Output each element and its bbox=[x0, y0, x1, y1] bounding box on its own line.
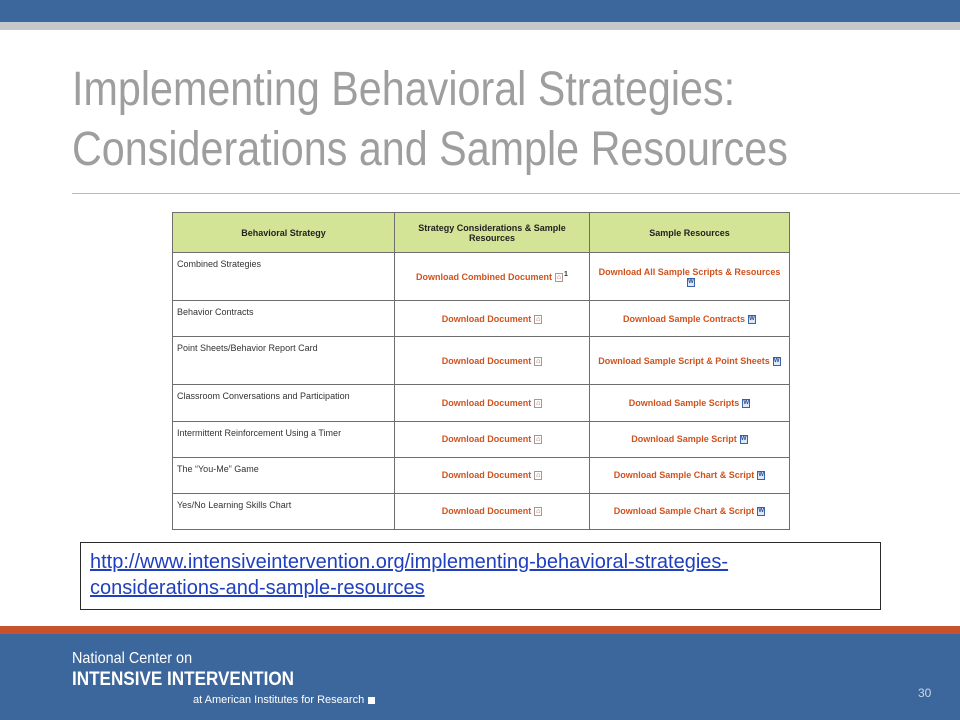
word-doc-icon: W bbox=[758, 508, 765, 515]
resources-link[interactable] bbox=[590, 337, 790, 385]
logo-line3 bbox=[193, 694, 375, 707]
resources-link-label: Download Sample Chart & Script bbox=[613, 506, 755, 517]
considerations-link[interactable] bbox=[395, 457, 590, 493]
table-header-row bbox=[173, 213, 790, 253]
resources-link-label: Download Sample Contracts bbox=[622, 313, 746, 324]
top-stripe bbox=[0, 22, 960, 30]
pdf-icon: ⌂ bbox=[536, 315, 541, 323]
logo-line3-text: at American Institutes for Research bbox=[193, 694, 365, 706]
header-strategy-considerations: Strategy Considerations & Sample Resources bbox=[395, 213, 590, 253]
footnote-marker: 1 bbox=[564, 271, 568, 279]
resources-table bbox=[172, 212, 790, 530]
resources-link-label: Download Sample Scripts bbox=[628, 397, 740, 408]
resources-link[interactable] bbox=[590, 457, 790, 493]
considerations-link-label: Download Document bbox=[441, 355, 532, 366]
considerations-link-label: Download Combined Document bbox=[416, 272, 553, 283]
considerations-link[interactable] bbox=[395, 337, 590, 385]
strategy-cell: The “You-Me” Game bbox=[173, 457, 395, 493]
header-sample-resources: Sample Resources bbox=[590, 213, 790, 253]
word-doc-icon: W bbox=[773, 357, 780, 364]
pdf-icon: ⌂ bbox=[536, 508, 541, 516]
considerations-link-label: Download Document bbox=[441, 434, 532, 445]
pdf-icon: ⌂ bbox=[536, 357, 541, 365]
page-number: 30 bbox=[918, 686, 932, 700]
table-row bbox=[173, 457, 790, 493]
square-icon bbox=[368, 697, 375, 704]
resource-hyperlink[interactable] bbox=[90, 551, 728, 599]
considerations-link-label: Download Document bbox=[441, 313, 532, 324]
resources-link[interactable] bbox=[590, 493, 790, 529]
slide-title-line2: Considerations and Sample Resources bbox=[72, 123, 788, 176]
strategy-cell: Behavior Contracts bbox=[173, 301, 395, 337]
logo-line1: National Center on bbox=[72, 650, 193, 667]
pdf-icon: ⌂ bbox=[536, 472, 541, 480]
table-row bbox=[173, 253, 790, 301]
table-row bbox=[173, 493, 790, 529]
resources-link[interactable] bbox=[590, 421, 790, 457]
table-row bbox=[173, 337, 790, 385]
resources-link-label: Download Sample Chart & Script bbox=[613, 470, 755, 481]
table-row bbox=[173, 385, 790, 421]
resources-link-label: Download All Sample Scripts & Resources bbox=[598, 266, 781, 277]
hyperlink-line2: considerations-and-sample-resources bbox=[90, 577, 425, 599]
hyperlink-line1: http://www.intensiveintervention.org/implementing-behavioral-strategies- bbox=[90, 551, 729, 573]
table-row bbox=[173, 421, 790, 457]
url-box bbox=[80, 542, 881, 610]
slide-title-line1: Implementing Behavioral Strategies: bbox=[72, 63, 736, 116]
pdf-icon: ⌂ bbox=[536, 400, 541, 408]
resources-link-label: Download Sample Script bbox=[631, 434, 737, 445]
resources-table-image bbox=[172, 212, 789, 530]
considerations-link[interactable] bbox=[395, 493, 590, 529]
strategy-cell: Yes/No Learning Skills Chart bbox=[173, 493, 395, 529]
word-doc-icon: W bbox=[758, 472, 765, 479]
header-behavioral-strategy: Behavioral Strategy bbox=[173, 213, 395, 253]
logo-line2: INTENSIVE INTERVENTION bbox=[72, 669, 295, 690]
considerations-link[interactable] bbox=[395, 301, 590, 337]
resources-link[interactable] bbox=[590, 385, 790, 421]
word-doc-icon: W bbox=[749, 315, 755, 322]
resources-link-label: Download Sample Script & Point Sheets bbox=[598, 355, 770, 366]
pdf-icon: ⌂ bbox=[536, 436, 541, 444]
pdf-icon: ⌂ bbox=[556, 274, 562, 282]
strategy-cell: Combined Strategies bbox=[173, 253, 395, 301]
top-banner bbox=[0, 0, 960, 22]
strategy-cell: Intermittent Reinforcement Using a Timer bbox=[173, 421, 395, 457]
resources-link[interactable] bbox=[590, 301, 790, 337]
slide-title bbox=[72, 60, 812, 180]
footer-accent-stripe bbox=[0, 626, 960, 634]
word-doc-icon: W bbox=[740, 436, 747, 443]
title-divider bbox=[72, 193, 960, 194]
considerations-link-label: Download Document bbox=[441, 470, 532, 481]
footer-banner bbox=[0, 634, 960, 720]
resources-link[interactable] bbox=[590, 253, 790, 301]
strategy-cell: Classroom Conversations and Participation bbox=[173, 385, 395, 421]
considerations-link-label: Download Document bbox=[441, 397, 532, 408]
considerations-link[interactable] bbox=[395, 385, 590, 421]
strategy-cell: Point Sheets/Behavior Report Card bbox=[173, 337, 395, 385]
word-doc-icon: W bbox=[743, 400, 750, 407]
considerations-link-label: Download Document bbox=[441, 506, 532, 517]
table-row bbox=[173, 301, 790, 337]
considerations-link[interactable] bbox=[395, 253, 590, 301]
considerations-link[interactable] bbox=[395, 421, 590, 457]
word-doc-icon: W bbox=[688, 278, 694, 285]
